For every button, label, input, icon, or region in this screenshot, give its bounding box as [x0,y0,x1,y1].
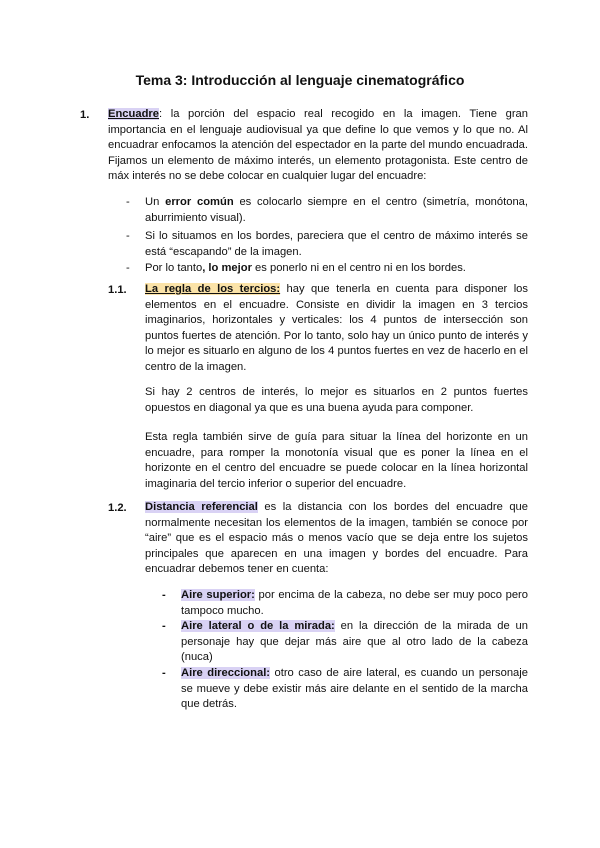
list-item-text: en la dirección de la mirada de un personaje hay que dejar más aire que al otro lado de la cabeza (nuca) [181,620,528,664]
list-item-emphasis: error común [165,196,234,208]
list-item [126,261,528,277]
section-term: La regla de los tercios: [145,283,281,295]
list-item [162,666,528,713]
list-item-text: es ponerlo ni en el centro ni en los bordes. [251,262,466,275]
section-term: Encuadre [108,108,159,120]
list-item-text: otro caso de aire lateral, es cuando un personaje se mueve y debe existir más aire delante en el sentido de la marcha que detrás. [181,666,528,711]
bullet-list [162,588,529,713]
list-item-text: es colocarlo siempre en el centro (simetría, monótona, aburrimiento visual). [145,196,528,224]
section-text: : la porción del espacio real recogido en la imagen. Tiene gran importancia en el lenguaje audiovisual ya que define lo que vemos y lo que no. Al encuadrar enfocamos la atención del espectador en la parte del mundo encuadrada. Fijamos un elemento de máximo interés, un elemento protagonista. Este centro de máx interés no se debe colocar en cualquier lugar del encuadre: [108,108,528,183]
list-item-text: por encima de la cabeza, no debe ser muy poco pero tampoco mucho. [181,589,529,617]
section-paragraph [145,282,528,376]
list-item [162,619,528,666]
list-item-term: Aire superior: [181,589,255,601]
bullet-marker: - [162,620,166,633]
section-number: 1. [80,109,90,121]
page-title: Tema 3: Introducción al lenguaje cinematográfico [135,72,465,88]
section-paragraph: Si hay 2 centros de interés, lo mejor es situarlos en 2 puntos fuertes opuestos en diagonal ya que es una buena ayuda para componer. [145,386,528,414]
section-text: es la distancia con los bordes del encuadre que normalmente necesitan los elementos de la imagen, también se conoce por “aire” que es el espacio más o menos vacío que se deja entre los sujetos principales que aparecen en una imagen y bordes del encuadre. Para encuadrar debemos tener en cuenta: [145,501,528,576]
section-paragraph [145,500,528,578]
list-item [162,588,529,619]
list-item-text: Por lo tanto [145,262,203,275]
section-term: Distancia referencial [145,501,258,513]
list-item-term: Aire direccional: [181,666,271,679]
list-item-text: Si lo situamos en los bordes, pareciera que el centro de máximo interés se está “escapando” de la imagen. [145,230,528,258]
section-paragraph [108,107,528,185]
section-number: 1.2. [108,502,127,514]
list-item [126,195,528,226]
bullet-marker: - [126,196,130,208]
bullet-marker: - [162,666,166,679]
section-paragraph: Esta regla también sirve de guía para situar la línea del horizonte en un encuadre, para romper la monotonía visual que es poner la línea en el horizonte en el centro del encuadre se puede colocar en la línea horizontal imaginaria del tercio inferior o superior del encuadre. [145,431,528,490]
bullet-list [126,195,528,277]
bullet-marker: - [162,589,166,601]
list-item-emphasis: , lo mejor [202,262,252,275]
list-item-text: Un [145,196,166,208]
bullet-marker: - [126,230,130,243]
list-item-term: Aire lateral o de la mirada: [181,620,335,633]
section-text: hay que tenerla en cuenta para disponer los elementos en el encuadre. Consiste en dividir la imagen en 3 tercios imaginarios, horizontales y verticales: los 4 puntos de intersección son puntos fuertes de atención. Por lo tanto, solo hay un único punto de interés y lo mejor es situarlo en alguno de los 4 puntos fuertes en vez de hacerlo en el centro de la imagen. [145,283,528,373]
bullet-marker: - [126,262,130,275]
section-number: 1.1. [108,284,127,296]
list-item [126,229,528,260]
